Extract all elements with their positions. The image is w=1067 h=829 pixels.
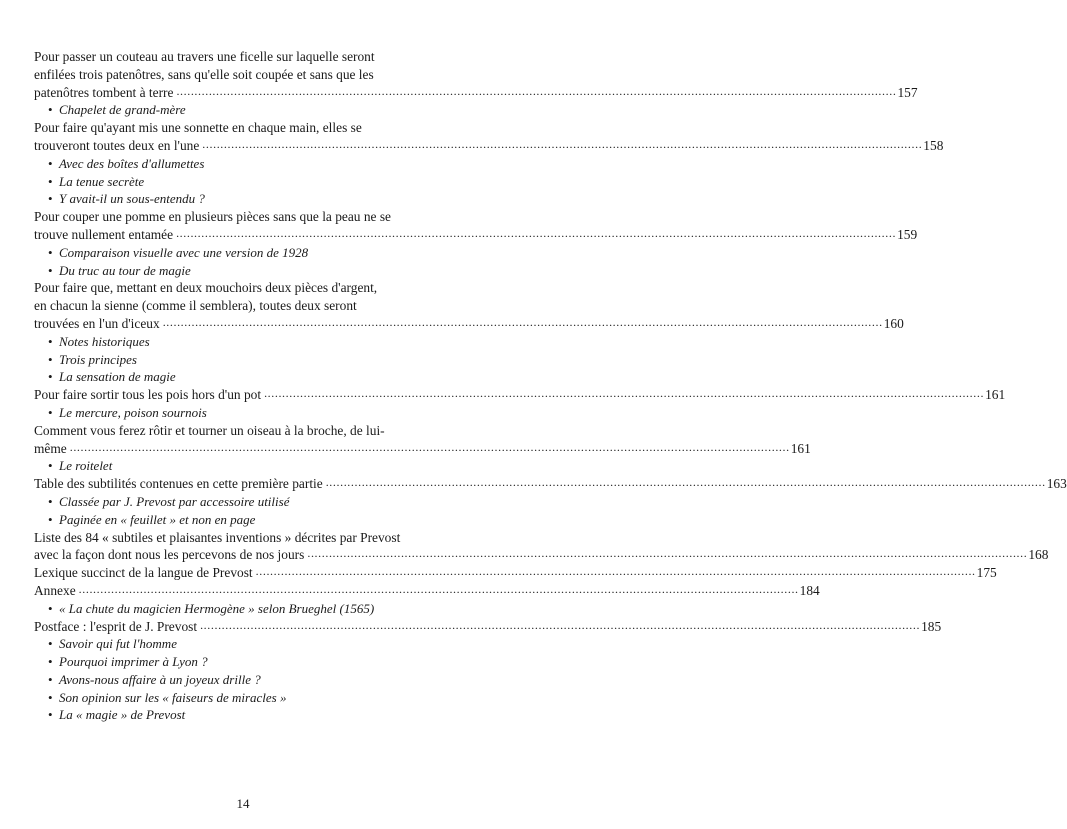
toc-entry	[34, 475, 1067, 528]
bullet-icon: •	[48, 173, 53, 189]
dot-leader: ........................................................................................................................................................................................................	[69, 439, 790, 454]
toc-subitem	[34, 493, 452, 511]
toc-entry	[34, 617, 942, 725]
toc-subitem-text: Le roitelet	[59, 458, 113, 474]
toc-page-number: 184	[799, 582, 820, 598]
toc-page-number: 158	[923, 137, 944, 153]
toc-subitem	[34, 155, 452, 173]
toc-subitem	[34, 190, 452, 208]
dot-leader: ........................................................................................................................................................................................................	[255, 564, 976, 579]
bullet-icon: •	[48, 636, 53, 652]
toc-subitem	[34, 244, 452, 262]
dot-leader: ........................................................................................................................................................................................................	[200, 617, 921, 632]
dot-leader: ........................................................................................................................................................................................................	[78, 581, 799, 596]
toc-subitem	[34, 653, 452, 671]
toc-subitem	[34, 351, 452, 369]
toc-subitem	[34, 671, 452, 689]
bullet-icon: •	[48, 369, 53, 385]
toc-entry-line	[34, 48, 452, 66]
toc-entry-text: Postface : l'esprit de J. Prevost	[34, 618, 198, 634]
bullet-icon: •	[48, 155, 53, 171]
toc-subitem-text: Classée par J. Prevost par accessoire utilisé	[59, 493, 290, 509]
toc-subitem	[34, 333, 452, 351]
toc-entry-line	[34, 225, 918, 244]
dot-leader: ........................................................................................................................................................................................................	[176, 225, 897, 240]
toc-entry-text: patenôtres tombent à terre	[34, 84, 174, 100]
dot-leader: ........................................................................................................................................................................................................	[307, 546, 1028, 561]
toc-entry-line	[34, 279, 452, 297]
toc-subitem	[34, 600, 452, 618]
toc-entry-line	[34, 314, 904, 333]
toc-entry	[34, 386, 1006, 422]
bullet-icon: •	[48, 262, 53, 278]
toc-subitem-text: Notes historiques	[59, 333, 150, 349]
toc-subitem-text: La « magie » de Prevost	[59, 707, 186, 723]
toc-entry-line	[34, 386, 1006, 404]
toc-entry	[34, 208, 918, 279]
toc-entry-line	[34, 422, 452, 440]
toc-subitem-text: Paginée en « feuillet » et non en page	[59, 511, 256, 527]
toc-subitem	[34, 404, 452, 422]
toc-entry	[34, 529, 1049, 565]
page-number: 14	[236, 796, 250, 811]
toc-page-number: 161	[790, 440, 811, 456]
toc-entry-line	[34, 297, 452, 315]
toc-subitem	[34, 368, 452, 386]
toc-subitem	[34, 173, 452, 191]
toc-entry-text: Lexique succinct de la langue de Prevost	[34, 565, 253, 581]
bullet-icon: •	[48, 600, 53, 616]
bullet-icon: •	[48, 707, 53, 723]
toc-entry-text: Pour faire sortir tous les pois hors d'un pot	[34, 387, 262, 403]
toc-entry-text: en chacun la sienne (comme il semblera), toutes deux seront	[34, 298, 357, 314]
bullet-icon: •	[48, 244, 53, 260]
toc-entry	[34, 564, 997, 582]
toc-entry-text: Pour faire qu'ayant mis une sonnette en chaque main, elles se	[34, 120, 362, 136]
toc-entry-text: Annexe	[34, 582, 76, 598]
toc-entry-text: enfilées trois patenôtres, sans qu'elle soit coupée et sans que les	[34, 66, 374, 82]
toc-subitem-text: Son opinion sur les « faiseurs de miracles »	[59, 689, 287, 705]
toc-subitem	[34, 706, 452, 724]
toc-entry-text: Pour faire que, mettant en deux mouchoirs deux pièces d'argent,	[34, 280, 378, 296]
toc-page-number: 159	[897, 226, 918, 242]
toc-subitem-text: Trois principes	[59, 351, 137, 367]
toc-entry-line	[34, 136, 944, 155]
toc-subitem	[34, 101, 452, 119]
toc-subitem-text: Pourquoi imprimer à Lyon ?	[59, 654, 208, 670]
bullet-icon: •	[48, 671, 53, 687]
toc-entry-line	[34, 617, 942, 636]
toc-entry-text: avec la façon dont nous les percevons de nos jours	[34, 547, 305, 563]
toc-entry-line	[34, 529, 452, 547]
toc-entry	[34, 279, 904, 386]
toc-entry-line	[34, 119, 452, 137]
toc-entry-line	[34, 208, 452, 226]
toc-entry-line	[34, 564, 997, 582]
bullet-icon: •	[48, 351, 53, 367]
toc-subitem	[34, 262, 452, 280]
toc-page-number: 175	[976, 565, 997, 581]
toc-entry-line	[34, 66, 452, 84]
toc-entry-text: Pour passer un couteau au travers une ficelle sur laquelle seront	[34, 49, 375, 64]
toc-entry	[34, 422, 811, 475]
toc-entry-text: Comment vous ferez rôtir et tourner un oiseau à la broche, de lui-	[34, 422, 385, 438]
dot-leader: ........................................................................................................................................................................................................	[264, 386, 985, 401]
toc-entry	[34, 581, 820, 618]
toc-subitem-text: Avec des boîtes d'allumettes	[59, 155, 205, 171]
toc-entry-text: Pour couper une pomme en plusieurs pièces sans que la peau ne se	[34, 209, 391, 225]
toc-page-number: 163	[1046, 476, 1067, 492]
toc-page-number: 185	[921, 618, 942, 634]
toc-entry-text: trouveront toutes deux en l'une	[34, 137, 200, 153]
toc-subitem	[34, 689, 452, 707]
toc-entry	[34, 48, 918, 119]
bullet-icon: •	[48, 689, 53, 705]
dot-leader: ........................................................................................................................................................................................................	[162, 314, 883, 329]
bullet-icon: •	[48, 333, 53, 349]
toc-subitem-text: La tenue secrète	[59, 173, 145, 189]
dot-leader: ........................................................................................................................................................................................................	[325, 475, 1046, 490]
toc-subitem	[34, 511, 452, 529]
toc-entry-line	[34, 546, 1049, 564]
bullet-icon: •	[48, 458, 53, 474]
toc-page-number: 157	[897, 84, 918, 100]
toc-subitem-text: Chapelet de grand-mère	[59, 102, 186, 118]
toc-subitem-text: Du truc au tour de magie	[59, 262, 191, 278]
dot-leader: ........................................................................................................................................................................................................	[176, 83, 897, 98]
toc-subitem-text: Comparaison visuelle avec une version de 1928	[59, 244, 309, 260]
toc-entry-text: trouvées en l'un d'iceux	[34, 315, 160, 331]
bullet-icon: •	[48, 511, 53, 527]
toc-page-number: 161	[985, 387, 1006, 403]
toc-entry-text: trouve nullement entamée	[34, 226, 174, 242]
table-of-contents	[34, 48, 1067, 724]
toc-entry-line	[34, 83, 918, 102]
toc-subitem	[34, 635, 452, 653]
toc-entry-line	[34, 581, 820, 600]
bullet-icon: •	[48, 191, 53, 207]
toc-subitem-text: Y avait-il un sous-entendu ?	[59, 191, 205, 207]
toc-entry-line	[34, 439, 811, 458]
toc-entry-text: Table des subtilités contenues en cette première partie	[34, 476, 323, 492]
bullet-icon: •	[48, 654, 53, 670]
toc-entry-text: même	[34, 440, 67, 456]
toc-entry-text: Liste des 84 « subtiles et plaisantes inventions » décrites par Prevost	[34, 529, 401, 545]
toc-page-number: 160	[883, 315, 904, 331]
toc-subitem-text: La sensation de magie	[59, 369, 176, 385]
toc-entry	[34, 119, 944, 208]
dot-leader: ........................................................................................................................................................................................................	[202, 136, 923, 151]
toc-subitem-text: Le mercure, poison sournois	[59, 404, 207, 420]
toc-subitem-text: Avons-nous affaire à un joyeux drille ?	[59, 671, 261, 687]
toc-subitem-text: Savoir qui fut l'homme	[59, 636, 177, 652]
toc-page-number: 168	[1028, 547, 1049, 563]
bullet-icon: •	[48, 102, 53, 118]
bullet-icon: •	[48, 404, 53, 420]
toc-subitem	[34, 457, 452, 475]
bullet-icon: •	[48, 493, 53, 509]
toc-subitem-text: « La chute du magicien Hermogène » selon Brueghel (1565)	[59, 600, 375, 616]
toc-entry-line	[34, 475, 1067, 493]
